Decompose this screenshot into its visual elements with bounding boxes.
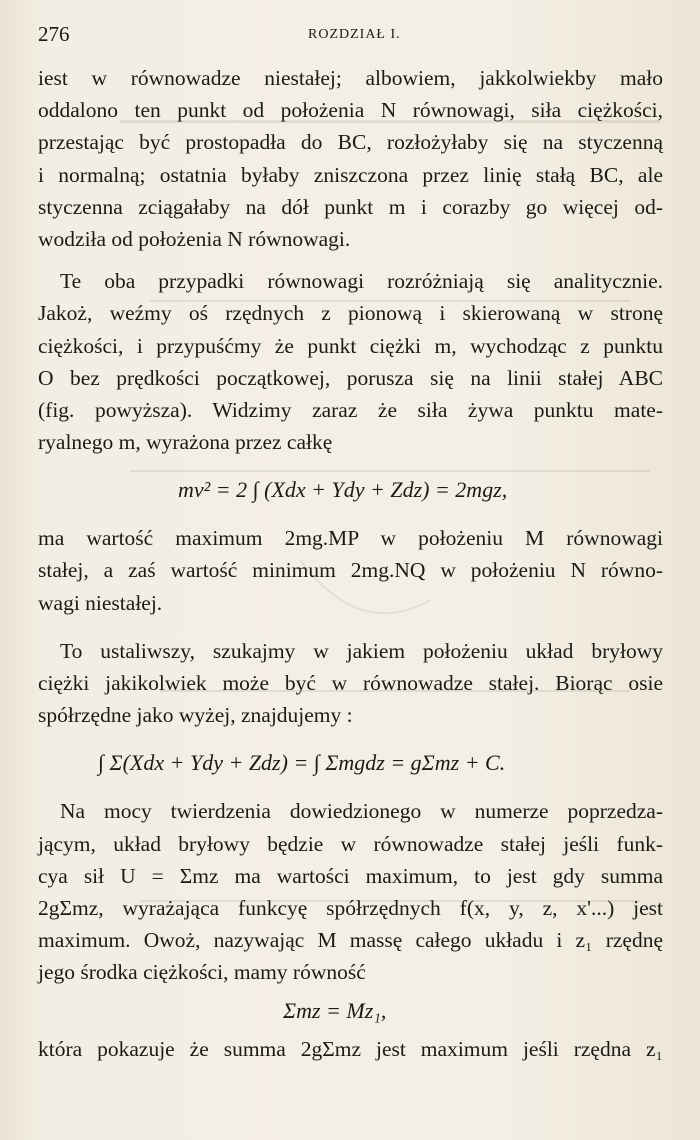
text-line: która pokazuje że summa 2gΣmz jest maximum jeśli rzędna z₁ xyxy=(38,1036,663,1061)
text-line: i normalną; ostatnia byłaby zniszczona przez linię stałą BC, ale xyxy=(38,162,663,187)
page-number: 276 xyxy=(38,22,70,46)
equation-text: ∫ Σ(Xdx + Ydy + Zdz) = ∫ Σmgdz = gΣmz + C. xyxy=(98,750,506,776)
text-line: ryalnego m, wyrażona przez całkę xyxy=(38,430,333,455)
text-line: wagi niestałej. xyxy=(38,590,163,615)
text-line: oddalono ten punkt od położenia N równowagi, siła ciężkości, xyxy=(38,98,663,123)
text-line: To ustaliwszy, szukajmy w jakiem położeniu układ bryłowy xyxy=(60,638,663,663)
equation-center-of-mass xyxy=(38,989,663,1033)
text-line: ciężki jakikolwiek może być w równowadze stałej. Biorąc osie xyxy=(38,671,663,695)
text-line: Te oba przypadki równowagi rozróżniają się analitycznie. xyxy=(60,269,663,294)
text-line: styczenna zciągałaby na dół punkt m i corazby go więcej od- xyxy=(38,194,663,219)
equation-text: mv² = 2 ∫ (Xdx + Ydy + Zdz) = 2mgz, xyxy=(178,477,508,503)
text-line: stałej, a zaś wartość minimum 2mg.NQ w położeniu N równo- xyxy=(38,558,663,583)
text-line: iest w równowadze niestałej; albowiem, jakkolwiekby mało xyxy=(38,66,663,90)
text-line: 2gΣmz, wyrażająca funkcyę spółrzędnych f(x, y, z, x'...) jest xyxy=(38,895,663,920)
running-head: ROZDZIAŁ I. xyxy=(308,27,401,42)
text-line: (fig. powyższa). Widzimy zaraz że siła żywa punktu mate- xyxy=(38,397,663,422)
text-line: Na mocy twierdzenia dowiedzionego w numerze poprzedza- xyxy=(60,799,663,824)
equation-potential-sum xyxy=(38,731,663,795)
body-text xyxy=(38,62,663,1065)
text-line: maximum. Owoż, nazywając M massę całego układu i z₁ rzędnę xyxy=(38,928,663,953)
equation-kinetic-energy xyxy=(38,458,663,522)
text-line: Jakoż, weźmy oś rzędnych z pionową i skierowaną w stronę xyxy=(38,301,663,326)
text-line: jego środka ciężkości, mamy równość xyxy=(38,960,366,985)
equation-text: Σmz = Mz₁, xyxy=(283,997,387,1023)
text-line: O bez prędkości początkowej, porusza się na linii stałej ABC xyxy=(38,365,663,390)
page-header xyxy=(38,22,658,48)
text-line: spółrzędne jako wyżej, znajdujemy : xyxy=(38,703,353,728)
text-line: ciężkości, i przypuśćmy że punkt ciężki m, wychodząc z punktu xyxy=(38,333,663,358)
text-line: przestając być prostopadła do BC, rozłożyłaby się na styczenną xyxy=(38,130,663,155)
text-line: wodziła od położenia N równowagi. xyxy=(38,226,351,251)
text-line: cya sił U = Σmz ma wartości maximum, to jest gdy summa xyxy=(38,863,663,888)
text-line: jącym, układ bryłowy będzie w równowadze stałej jeśli funk- xyxy=(38,831,663,856)
text-line: ma wartość maximum 2mg.MP w położeniu M równowagi xyxy=(38,526,663,551)
